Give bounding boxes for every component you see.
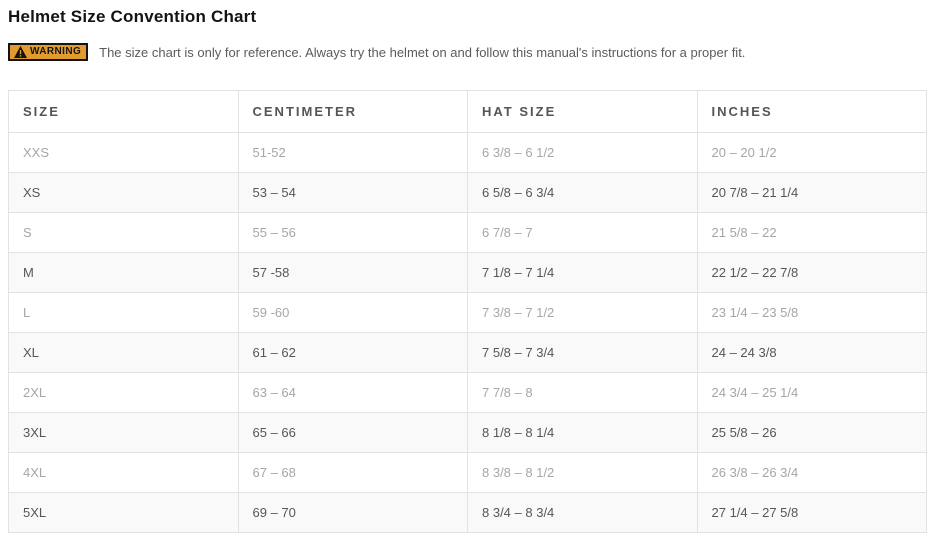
cell-centimeter: 61 – 62 xyxy=(238,333,468,373)
cell-inches: 20 7/8 – 21 1/4 xyxy=(697,173,927,213)
page-title: Helmet Size Convention Chart xyxy=(8,7,257,26)
warning-badge xyxy=(8,43,88,61)
cell-centimeter: 63 – 64 xyxy=(238,373,468,413)
cell-size: S xyxy=(9,213,239,253)
cell-centimeter: 53 – 54 xyxy=(238,173,468,213)
cell-inches: 21 5/8 – 22 xyxy=(697,213,927,253)
cell-inches: 22 1/2 – 22 7/8 xyxy=(697,253,927,293)
cell-hat-size: 7 3/8 – 7 1/2 xyxy=(468,293,698,333)
cell-size: 2XL xyxy=(9,373,239,413)
cell-inches: 23 1/4 – 23 5/8 xyxy=(697,293,927,333)
cell-inches: 24 – 24 3/8 xyxy=(697,333,927,373)
warning-text: The size chart is only for reference. Always try the helmet on and follow this manual's instructions for a proper fit. xyxy=(99,44,746,60)
table-row xyxy=(9,133,927,173)
cell-size: XL xyxy=(9,333,239,373)
cell-inches: 27 1/4 – 27 5/8 xyxy=(697,493,927,533)
cell-centimeter: 59 -60 xyxy=(238,293,468,333)
size-table-body xyxy=(9,133,927,533)
cell-size: 4XL xyxy=(9,453,239,493)
cell-size: 5XL xyxy=(9,493,239,533)
table-row xyxy=(9,293,927,333)
cell-hat-size: 6 3/8 – 6 1/2 xyxy=(468,133,698,173)
header-inches: INCHES xyxy=(697,91,927,133)
cell-inches: 26 3/8 – 26 3/4 xyxy=(697,453,927,493)
cell-centimeter: 67 – 68 xyxy=(238,453,468,493)
cell-size: M xyxy=(9,253,239,293)
cell-hat-size: 7 1/8 – 7 1/4 xyxy=(468,253,698,293)
size-table xyxy=(8,90,927,533)
table-row xyxy=(9,253,927,293)
table-row xyxy=(9,173,927,213)
cell-centimeter: 57 -58 xyxy=(238,253,468,293)
warning-badge-label: WARNING xyxy=(30,46,82,57)
size-table-header xyxy=(9,91,927,133)
cell-hat-size: 8 3/4 – 8 3/4 xyxy=(468,493,698,533)
cell-size: XS xyxy=(9,173,239,213)
cell-hat-size: 8 3/8 – 8 1/2 xyxy=(468,453,698,493)
cell-size: L xyxy=(9,293,239,333)
warning-row xyxy=(8,43,927,61)
cell-inches: 24 3/4 – 25 1/4 xyxy=(697,373,927,413)
header-size: SIZE xyxy=(9,91,239,133)
cell-centimeter: 51-52 xyxy=(238,133,468,173)
table-row xyxy=(9,333,927,373)
table-row xyxy=(9,373,927,413)
cell-centimeter: 55 – 56 xyxy=(238,213,468,253)
cell-hat-size: 7 7/8 – 8 xyxy=(468,373,698,413)
cell-inches: 20 – 20 1/2 xyxy=(697,133,927,173)
cell-centimeter: 65 – 66 xyxy=(238,413,468,453)
table-row xyxy=(9,413,927,453)
header-row xyxy=(9,91,927,133)
table-row xyxy=(9,493,927,533)
cell-centimeter: 69 – 70 xyxy=(238,493,468,533)
cell-size: XXS xyxy=(9,133,239,173)
cell-size: 3XL xyxy=(9,413,239,453)
table-row xyxy=(9,453,927,493)
header-hat-size: HAT SIZE xyxy=(468,91,698,133)
cell-hat-size: 7 5/8 – 7 3/4 xyxy=(468,333,698,373)
cell-hat-size: 6 7/8 – 7 xyxy=(468,213,698,253)
warning-triangle-icon xyxy=(14,46,27,58)
cell-hat-size: 8 1/8 – 8 1/4 xyxy=(468,413,698,453)
header-centimeter: CENTIMETER xyxy=(238,91,468,133)
table-row xyxy=(9,213,927,253)
cell-hat-size: 6 5/8 – 6 3/4 xyxy=(468,173,698,213)
cell-inches: 25 5/8 – 26 xyxy=(697,413,927,453)
